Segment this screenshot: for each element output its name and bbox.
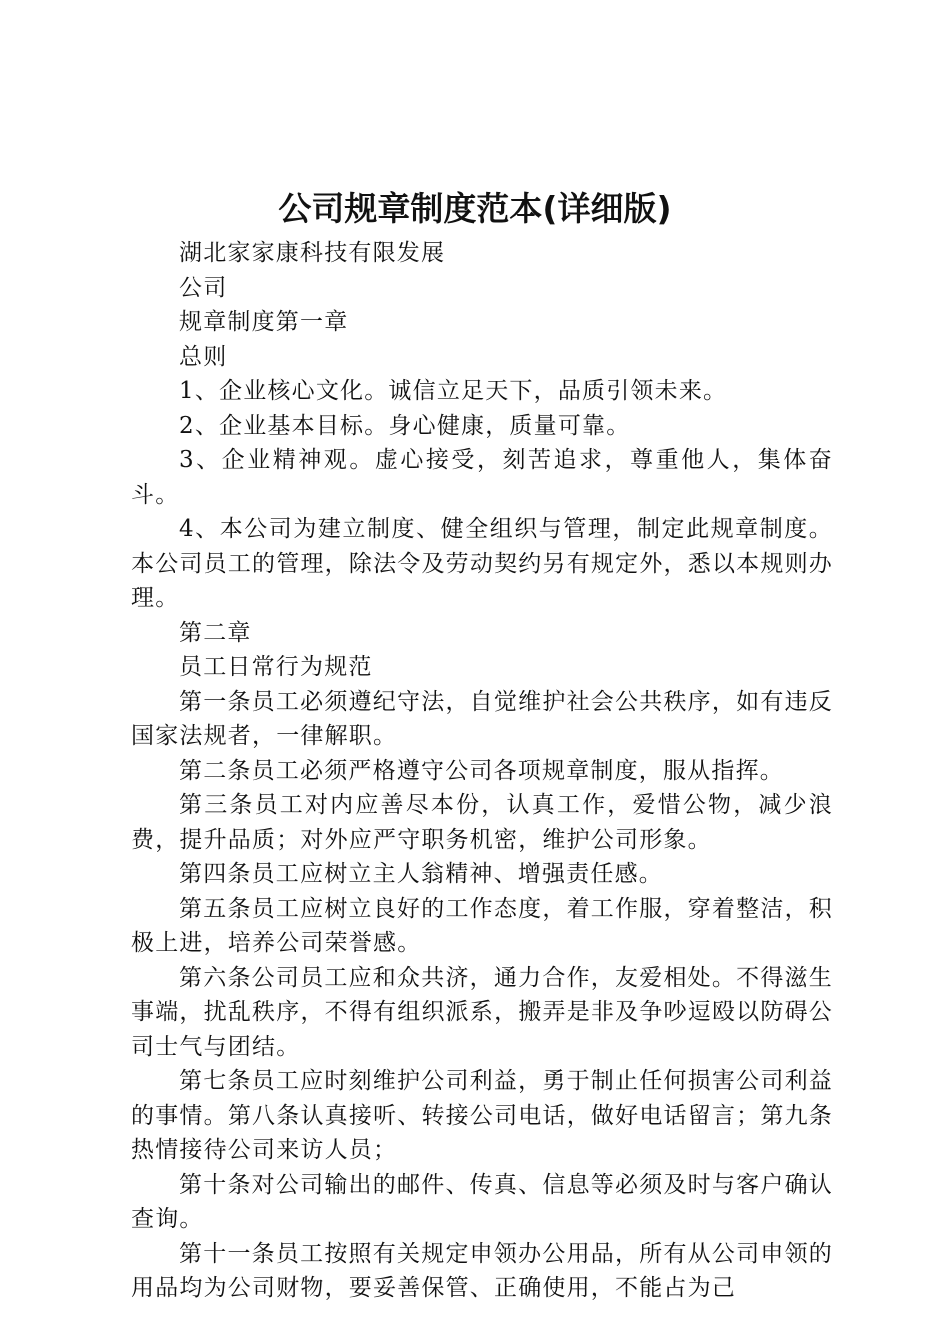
chapter-one-heading: 规章制度第一章 xyxy=(179,309,349,335)
article-3: 第三条员工对内应善尽本份，认真工作，爱惜公物，减少浪费，提升品质；对外应严守职务机密，维护公司形象。 xyxy=(131,792,833,853)
document-body xyxy=(131,236,833,1306)
paragraph-core-culture: 1、企业核心文化。诚信立足天下，品质引领未来。 xyxy=(179,378,728,404)
company-suffix-line: 公司 xyxy=(179,274,228,301)
paragraph-purpose: 4、本公司为建立制度、健全组织与管理，制定此规章制度。本公司员工的管理，除法令及劳动契约另有规定外，悉以本规则办理。 xyxy=(131,516,833,611)
article-4: 第四条员工应树立主人翁精神、增强责任感。 xyxy=(179,861,663,887)
article-5: 第五条员工应树立良好的工作态度，着工作服，穿着整洁，积极上进，培养公司荣誉感。 xyxy=(131,895,833,956)
article-10: 第十条对公司输出的邮件、传真、信息等必须及时与客户确认查询。 xyxy=(131,1171,833,1232)
article-6: 第六条公司员工应和众共济，通力合作，友爱相处。不得滋生事端，扰乱秩序，不得有组织派系，搬弄是非及争吵逗殴以防碍公司士气与团结。 xyxy=(131,964,833,1060)
article-1: 第一条员工必须遵纪守法，自觉维护社会公共秩序，如有违反国家法规者，一律解职。 xyxy=(131,688,833,749)
general-provisions-heading: 总则 xyxy=(179,343,228,370)
chapter-two-subtitle: 员工日常行为规范 xyxy=(179,654,373,680)
chapter-two-heading: 第二章 xyxy=(179,619,252,646)
document-title: 公司规章制度范本(详细版) xyxy=(278,189,672,228)
article-11: 第十一条员工按照有关规定申领办公用品，所有从公司申领的用品均为公司财物，要妥善保管、正确使用，不能占为己 xyxy=(131,1240,833,1301)
company-name-line: 湖北家家康科技有限发展 xyxy=(179,240,446,266)
paragraph-basic-goal: 2、企业基本目标。身心健康，质量可靠。 xyxy=(179,412,631,439)
paragraph-spirit: 3、企业精神观。虚心接受，刻苦追求，尊重他人，集体奋斗。 xyxy=(131,447,833,508)
article-7-9: 第七条员工应时刻维护公司利益，勇于制止任何损害公司利益的事情。第八条认真接听、转接公司电话，做好电话留言；第九条热情接待公司来访人员； xyxy=(131,1068,833,1163)
article-2: 第二条员工必须严格遵守公司各项规章制度，服从指挥。 xyxy=(179,757,784,784)
